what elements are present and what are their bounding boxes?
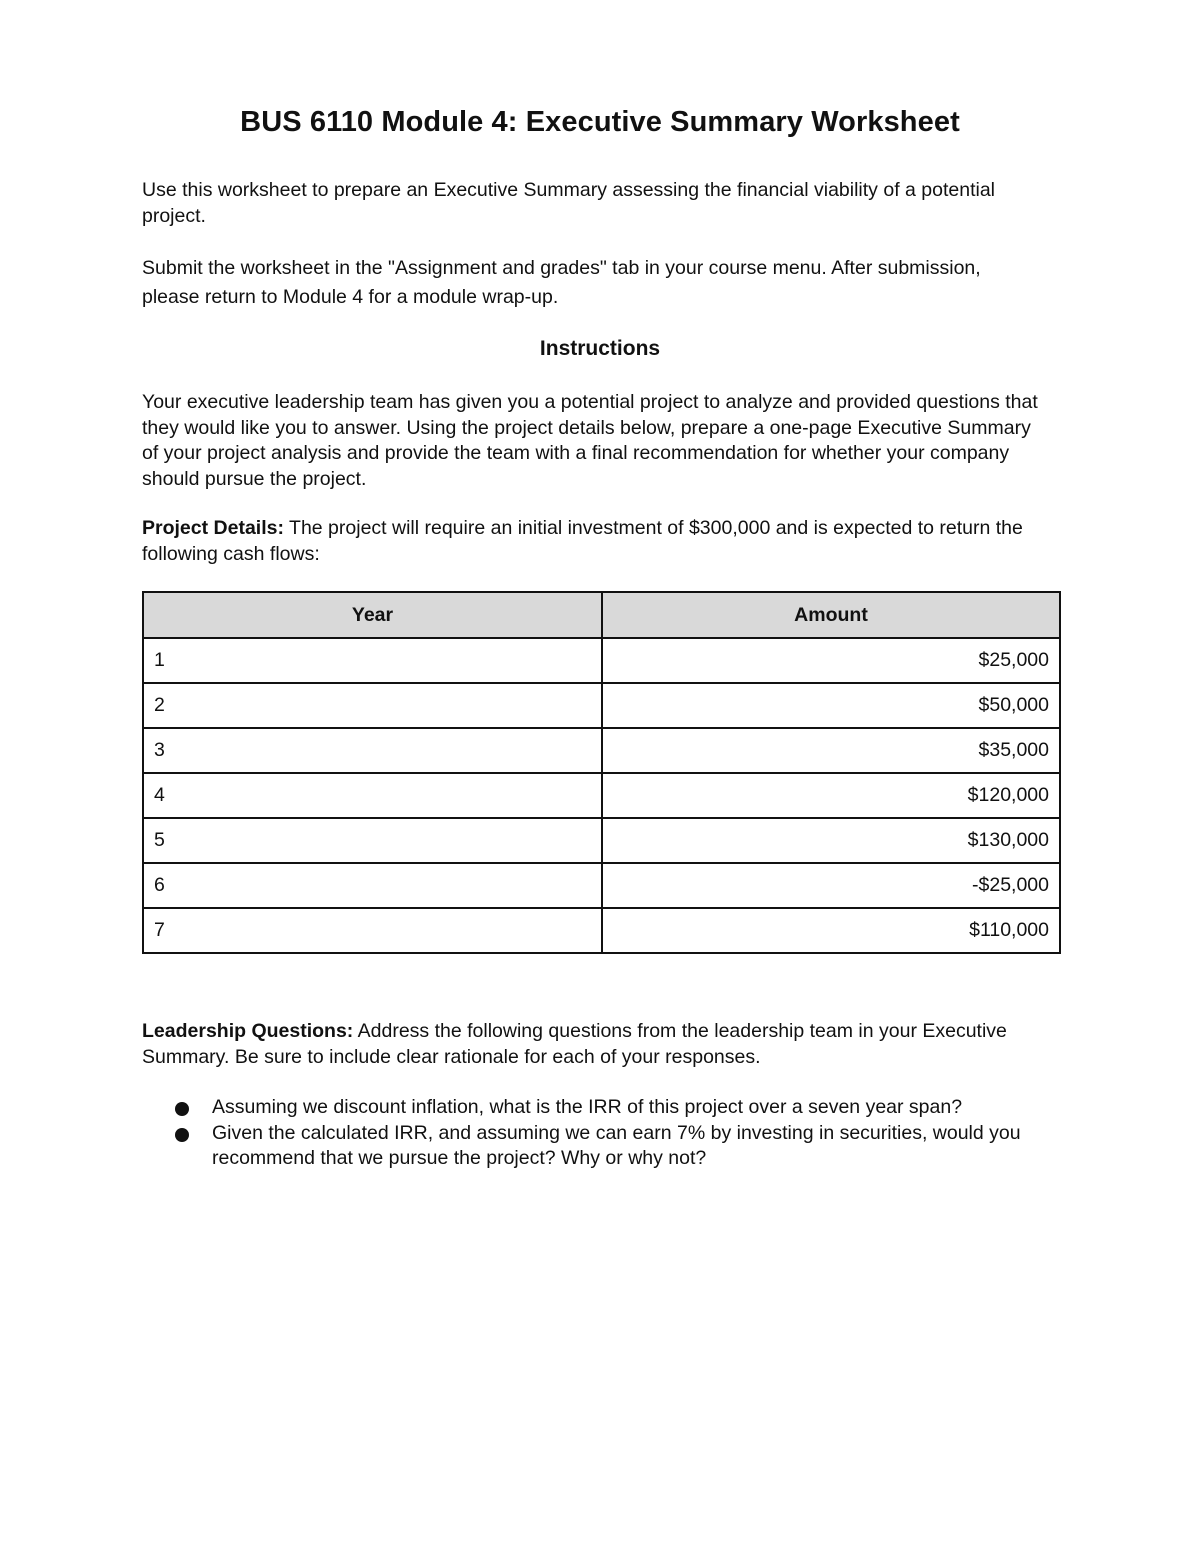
intro-paragraph: Use this worksheet to prepare an Executive Summary assessing the financial viability of a potential project. [142,179,996,227]
question-text: Assuming we discount inflation, what is the IRR of this project over a seven year span? [212,1096,963,1118]
submit-paragraph: Submit the worksheet in the "Assignment and grades" tab in your course menu. After submission, please return to Module 4 for a module wrap-up. [142,257,981,308]
cash-flow-table [142,591,1061,954]
table-row [143,908,1060,953]
amount-cell: $110,000 [602,908,1060,953]
amount-cell: $25,000 [602,638,1060,683]
table-row [143,728,1060,773]
question-text: Given the calculated IRR, and assuming we can earn 7% by investing in securities, would you recommend that we pursue the project? Why or why not? [212,1121,1021,1169]
list-item [142,1095,1062,1121]
leadership-paragraph [142,1019,1042,1070]
project-details-paragraph [142,516,1042,567]
year-cell: 5 [143,818,602,863]
amount-cell: $50,000 [602,683,1060,728]
amount-cell: $120,000 [602,773,1060,818]
page-title: BUS 6110 Module 4: Executive Summary Worksheet [240,106,960,138]
table-row [143,638,1060,683]
year-cell: 6 [143,863,602,908]
leadership-label: Leadership Questions: [142,1020,354,1042]
bullet-icon [175,1102,189,1116]
amount-cell: -$25,000 [602,863,1060,908]
year-cell: 7 [143,908,602,953]
year-cell: 1 [143,638,602,683]
instructions-heading: Instructions [539,337,661,360]
table-row [143,683,1060,728]
year-cell: 2 [143,683,602,728]
year-cell: 3 [143,728,602,773]
leadership-questions-list [142,1095,1062,1172]
instructions-paragraph: Your executive leadership team has given you a potential project to analyze and provided questions that they would like you to answer. Using the project details below, prepare a one-page Executive Summary of your project analysis and provide the team with a final recommendation for whether your company should pursue the project. [142,391,1038,490]
table-row [143,773,1060,818]
amount-column-header: Amount [602,592,1060,638]
amount-cell: $35,000 [602,728,1060,773]
project-details-text: The project will require an initial investment of $300,000 and is expected to return the following cash flows: [142,517,1023,565]
table-header-row [143,592,1060,638]
project-details-label: Project Details: [142,517,284,539]
list-item [142,1121,1062,1172]
bullet-icon [175,1128,189,1142]
table-row [143,818,1060,863]
amount-cell: $130,000 [602,818,1060,863]
leadership-text: Address the following questions from the leadership team in your Executive Summary. Be sure to include clear rationale for each of your responses. [142,1020,1007,1068]
year-column-header: Year [143,592,602,638]
year-cell: 4 [143,773,602,818]
table-row [143,863,1060,908]
